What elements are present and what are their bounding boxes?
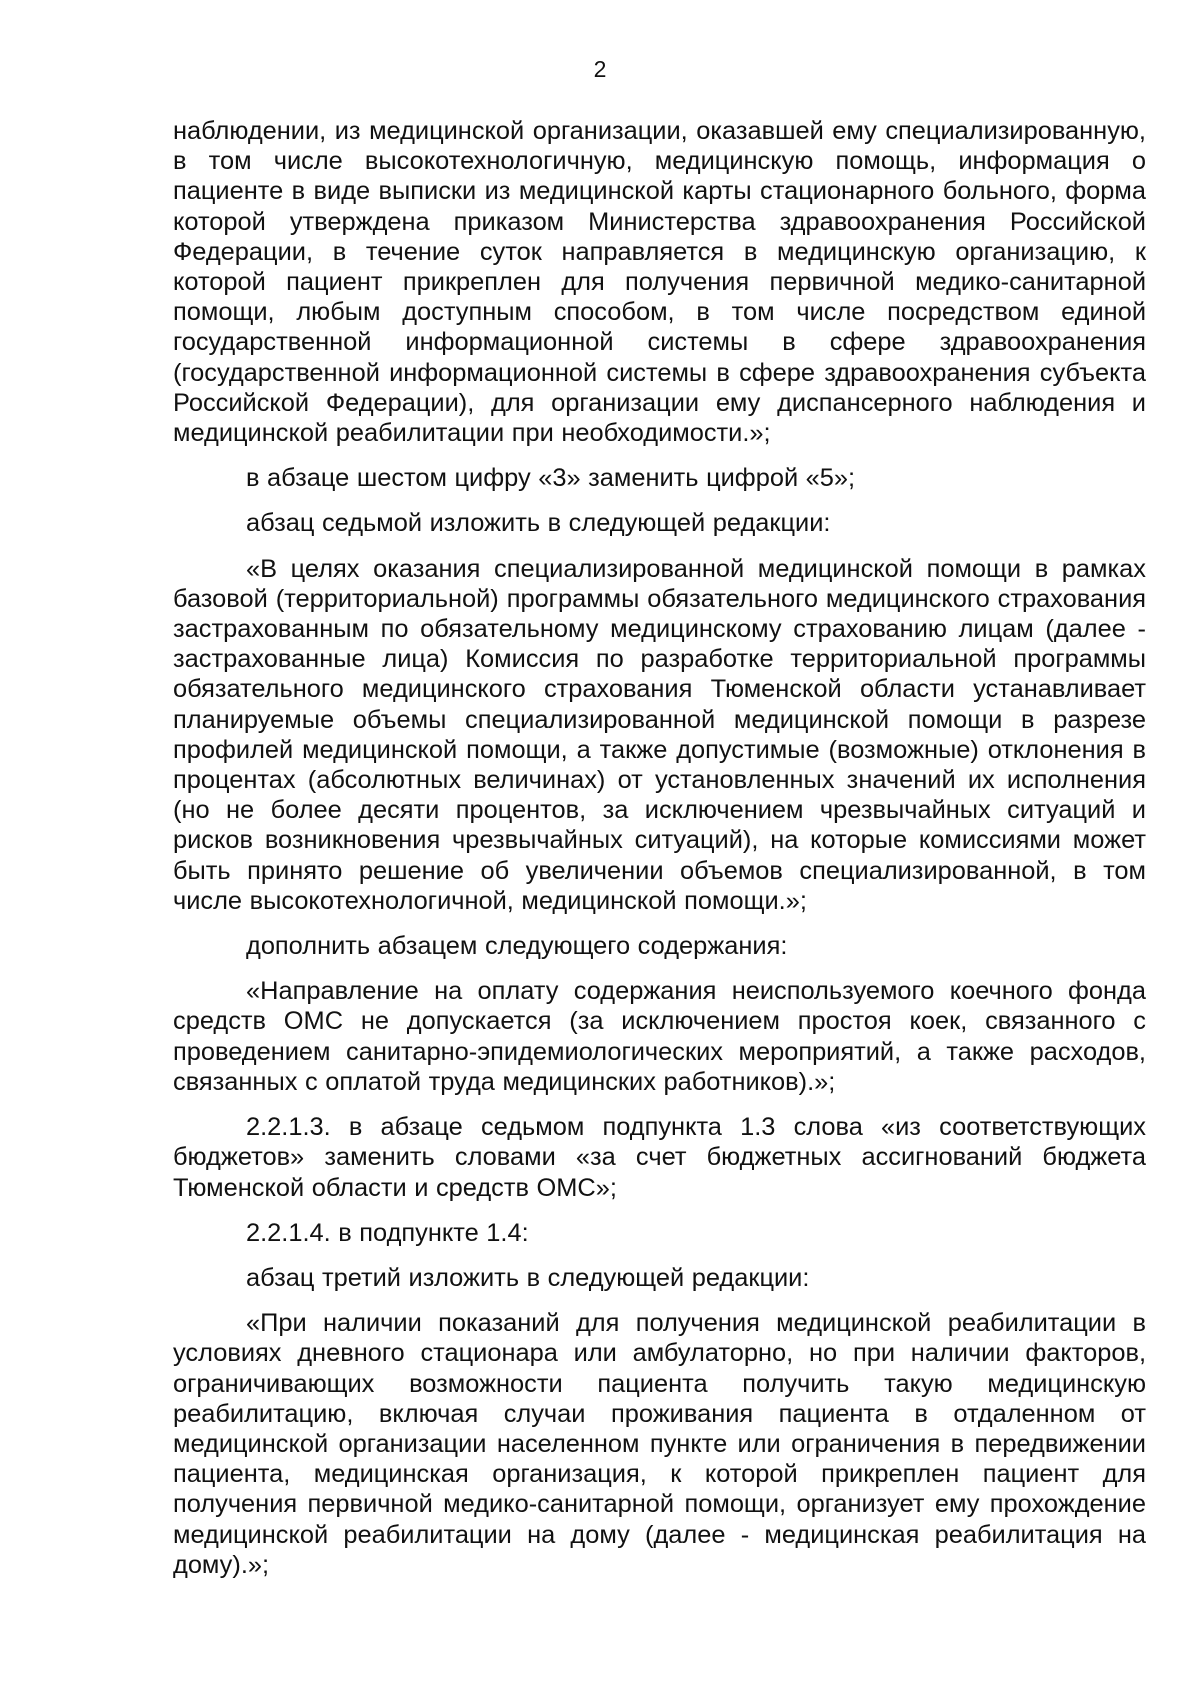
paragraph-item-2-2-1-3: 2.2.1.3. в абзаце седьмом подпункта 1.3 слова «из соответствующих бюджетов» заменить словами «за счет бюджетных ассигнований бюджета Тюменской области и средств ОМС»; <box>173 1113 1146 1202</box>
paragraph-quote-specialized-care: «В целях оказания специализированной медицинской помощи в рамках базовой (территориальной) программы обязательного медицинского страхования застрахованным по обязательному медицинскому страхованию лицам (далее - застрахованные лица) Комиссия по разработке территориальной программы обязательного медицинского страхования Тюменской области устанавливает планируемые объемы специализированной медицинской помощи в разрезе профилей медицинской помощи, а также допустимые (возможные) отклонения в процентах (абсолютных величинах) от установленных значений их исполнения (но не более десяти процентов, за исключением чрезвычайных ситуаций и рисков возникновения чрезвычайных ситуаций), на которые комиссиями может быть принято решение об увеличении объемов специализированной, в том числе высокотехнологичной, медицинской помощи.»; <box>173 554 1146 915</box>
paragraph-amendment-abzac-6: в абзаце шестом цифру «3» заменить цифрой «5»; <box>246 464 856 493</box>
page-number: 2 <box>593 56 607 82</box>
paragraph-abzac-3-intro: абзац третий изложить в следующей редакции: <box>246 1263 810 1292</box>
paragraph-quote-bed-fund: «Направление на оплату содержания неиспользуемого коечного фонда средств ОМС не допускается (за исключением простоя коек, связанного с проведением санитарно-эпидемиологических мероприятий, а также расходов, связанных с оплатой труда медицинских работников).»; <box>173 977 1146 1096</box>
paragraph-item-2-2-1-4: 2.2.1.4. в подпункте 1.4: <box>246 1218 529 1247</box>
paragraph-continuation: наблюдении, из медицинской организации, оказавшей ему специализированную, в том числе высокотехнологичную, медицинскую помощь, информация о пациенте в виде выписки из медицинской карты стационарного больного, форма которой утверждена приказом Министерства здравоохранения Российской Федерации, в течение суток направляется в медицинскую организацию, к которой пациент прикреплен для получения первичной медико-санитарной помощи, любым доступным способом, в том числе посредством единой государственной информационной системы в сфере здравоохранения (государственной информационной системы в сфере здравоохранения субъекта Российской Федерации), для организации ему диспансерного наблюдения и медицинской реабилитации при необходимости.»; <box>173 117 1146 448</box>
paragraph-amendment-abzac-7-intro: абзац седьмой изложить в следующей редакции: <box>246 509 831 538</box>
paragraph-add-abzac-intro: дополнить абзацем следующего содержания: <box>246 932 788 961</box>
paragraph-quote-home-rehabilitation: «При наличии показаний для получения медицинской реабилитации в условиях дневного стационара или амбулаторно, но при наличии факторов, ограничивающих возможности пациента получить такую медицинскую реабилитацию, включая случаи проживания пациента в отдаленном от медицинской организации населенном пункте или ограничения в передвижении пациента, медицинская организация, к которой прикреплен пациент для получения первичной медико-санитарной помощи, организует ему прохождение медицинской реабилитации на дому (далее - медицинская реабилитация на дому).»; <box>173 1309 1146 1579</box>
document-body <box>173 116 1146 1580</box>
